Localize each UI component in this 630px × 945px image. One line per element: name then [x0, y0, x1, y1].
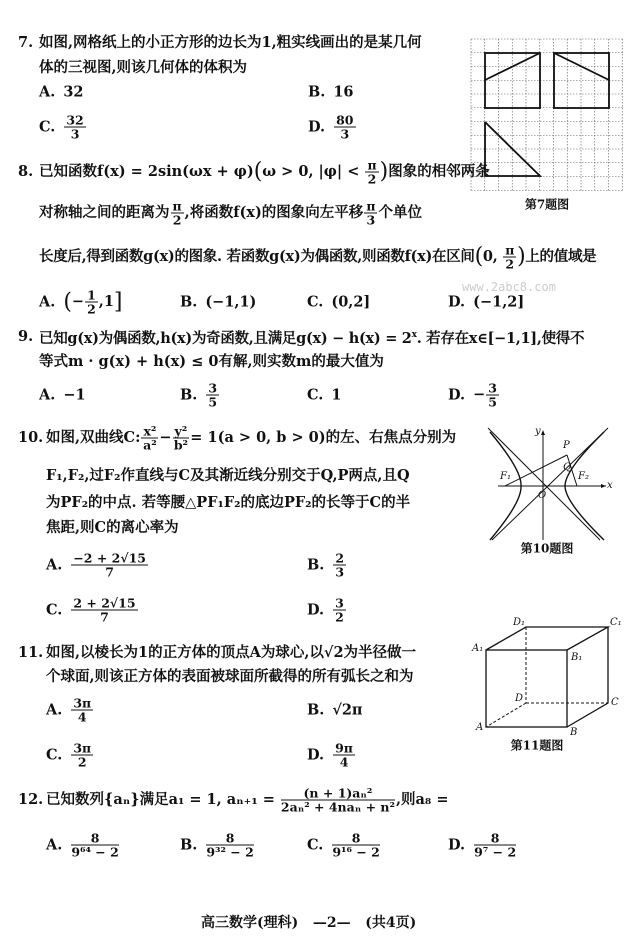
watermark: www.2abc8.com: [462, 280, 556, 294]
option-b[interactable]: B. $\frac{8}{\text{9³² − 2}}$: [180, 830, 254, 860]
option-d[interactable]: D. (−1,2]: [448, 293, 525, 311]
question-text: 体的三视图,则该几何体的体积为: [39, 59, 248, 76]
option-d[interactable]: D. − $\frac{3}{5}$: [448, 380, 497, 410]
option-c[interactable]: C. $\frac{2 + 2√15}{7}$: [46, 595, 136, 625]
question-text: 已知函数f(x) = 2sin(ωx + φ)(ω > 0, |φ| < $\frac{\pi}{2}$ )图象的相邻两条: [39, 157, 490, 187]
label-b: B: [570, 727, 578, 738]
option-a[interactable]: A. 32: [39, 83, 84, 101]
option-b[interactable]: B. $\frac{3}{5}$: [180, 380, 218, 410]
option-c[interactable]: C. $\frac{8}{\text{9¹⁶ − 2}}$: [307, 830, 380, 860]
question-number: 10.: [18, 429, 44, 446]
question-number: 8.: [18, 163, 34, 180]
question-text: 已知数列{aₙ}满足a₁ = 1, aₙ₊₁ = $\frac{\text{(n + 1)aₙ²}}{\text{2aₙ² + 4naₙ + n²}}$ ,则a₈ =: [46, 785, 449, 815]
option-a[interactable]: A. $\frac{-2 + 2√15}{7}$: [46, 550, 146, 580]
question-text: 等式m · g(x) + h(x) ≤ 0有解,则实数m的最大值为: [39, 353, 384, 370]
label-p: P: [563, 440, 570, 451]
option-c[interactable]: C. (0,2]: [307, 293, 371, 311]
option-d[interactable]: D. $\frac{80}{3}$: [308, 112, 354, 142]
option-c[interactable]: C. $\frac{32}{3}$: [39, 112, 84, 142]
figure-10-caption: 第10题图: [520, 541, 574, 556]
question-text: F₁,F₂,过F₂作直线与C及其渐近线分别交于Q,P两点,且Q: [46, 467, 410, 484]
page-footer: 高三数学(理科) —2— (共4页): [201, 915, 417, 931]
option-a[interactable]: A. $\frac{3\pi}{4}$: [46, 695, 92, 725]
label-c1: C₁: [610, 617, 622, 628]
option-b[interactable]: B. 16: [308, 83, 354, 101]
question-text: 如图,双曲线C: $\frac{\text{x²}}{\text{a²}}$ − $\frac{\text{y²}}{\text{b²}}$ = 1(a > 0, b > 0)的左、右焦点分别为: [46, 423, 457, 453]
option-a[interactable]: A. (− $\frac{1}{2}$ ,1]: [39, 287, 123, 317]
question-text: 如图,以棱长为1的正方体的顶点A为球心,以√2为半径做一: [46, 644, 417, 661]
label-d1: D₁: [513, 617, 526, 628]
question-text: 如图,网格纸上的小正方形的边长为1,粗实线画出的是某几何: [39, 34, 422, 51]
question-text: 长度后,得到函数g(x)的图象. 若函数g(x)为偶函数,则函数f(x)在区间(0, $\frac{\pi}{2}$ )上的值域是: [39, 242, 597, 272]
option-a[interactable]: A. $\frac{8}{\text{9⁶⁴ − 2}}$: [46, 830, 119, 860]
label-a1: A₁: [472, 643, 484, 654]
question-number: 9.: [18, 328, 34, 345]
question-number: 7.: [18, 34, 34, 51]
question-text: 焦距,则C的离心率为: [46, 519, 179, 536]
option-d[interactable]: D. $\frac{3}{2}$: [307, 595, 344, 625]
figure-7-caption: 第7题图: [524, 197, 570, 212]
label-q: Q: [563, 462, 572, 473]
option-b[interactable]: B. $\frac{2}{3}$: [307, 550, 345, 580]
option-d[interactable]: D. $\frac{8}{\text{9⁷ − 2}}$: [448, 830, 517, 860]
option-b[interactable]: B. (−1,1): [180, 293, 257, 311]
label-y: y: [535, 426, 541, 437]
question-number: 11.: [18, 644, 44, 661]
label-d: D: [515, 693, 524, 704]
label-f1: F₁: [500, 471, 511, 482]
label-a: A: [476, 722, 484, 733]
option-c[interactable]: C. $\frac{3\pi}{2}$: [46, 740, 92, 770]
label-x: x: [607, 480, 613, 491]
question-text: 为PF₂的中点. 若等腰△PF₁F₂的底边PF₂的长等于C的半: [46, 494, 411, 511]
label-c: C: [611, 697, 619, 708]
question-number: 12.: [18, 791, 44, 808]
figure-11-caption: 第11题图: [510, 738, 564, 753]
label-o: O: [538, 490, 547, 501]
label-f2: F₂: [578, 471, 589, 482]
option-b[interactable]: B. √2π: [307, 701, 363, 719]
question-text: 个球面,则该正方体的表面被球面所截得的所有弧长之和为: [46, 668, 414, 685]
question-text: 对称轴之间的距离为 $\frac{\pi}{2}$ ,将函数f(x)的图象向左平移 $\frac{\pi}{3}$ 个单位: [39, 198, 422, 228]
option-d[interactable]: D. $\frac{9\pi}{4}$: [307, 740, 353, 770]
question-text: 已知g(x)为偶函数,h(x)为奇函数,且满足$g(x) - h(x) = 2^x$. 若存在x∈[−1,1],使得不: [39, 329, 585, 347]
option-a[interactable]: A. −1: [39, 386, 86, 404]
label-b1: B₁: [571, 652, 583, 663]
option-c[interactable]: C. 1: [307, 386, 342, 404]
